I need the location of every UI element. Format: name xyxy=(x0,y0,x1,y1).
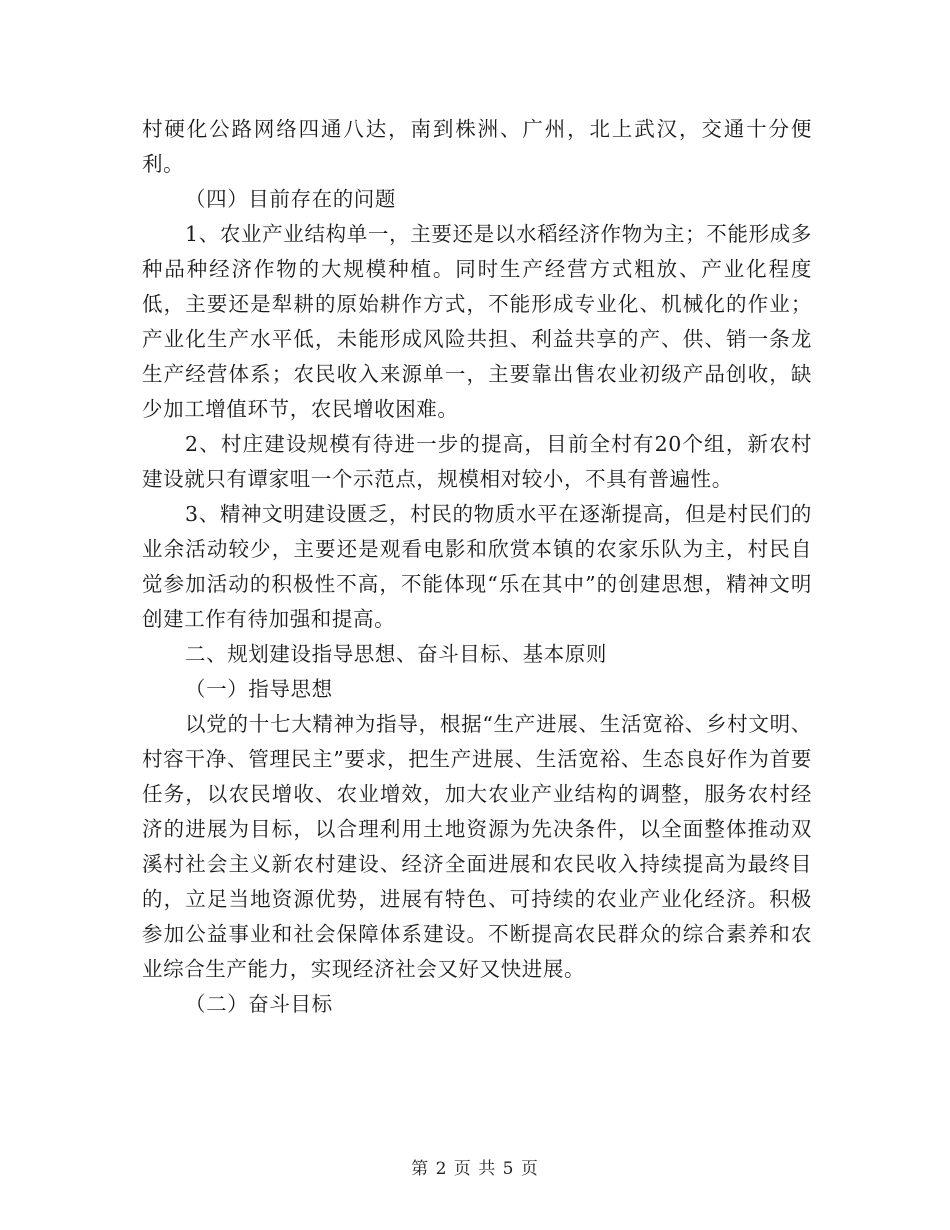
paragraph-problem-3: 3、精神文明建设匮乏，村民的物质水平在逐渐提高，但是村民们的业余活动较少，主要还是观看电影和欣赏本镇的农家乐队为主，村民自觉参加活动的积极性不高，不能体现“乐在其中”的创建思想，精神文明创建工作有待加强和提高。 xyxy=(142,502,812,631)
section-heading-goals: （二）奋斗目标 xyxy=(185,992,333,1016)
section-heading-guiding-ideology: （一）指导思想 xyxy=(185,677,333,701)
section-heading-planning: 二、规划建设指导思想、奋斗目标、基本原则 xyxy=(185,642,607,666)
paragraph-problem-2: 2、村庄建设规模有待进一步的提高，目前全村有20个组，新农村建设就只有谭家咀一个示范点，规模相对较小，不具有普遍性。 xyxy=(142,432,812,491)
paragraph-problem-1: 1、农业产业结构单一，主要还是以水稻经济作物为主；不能形成多种品种经济作物的大规模种植。同时生产经营方式粗放、产业化程度低，主要还是犁耕的原始耕作方式，不能形成专业化、机械化的作业；产业化生产水平低，未能形成风险共担、利益共享的产、供、销一条龙生产经营体系；农民收入来源单一，主要靠出售农业初级产品创收，缺少加工增值环节，农民增收困难。 xyxy=(142,222,812,421)
document-body xyxy=(142,112,812,1022)
page-number-footer: 第 2 页 共 5 页 xyxy=(411,1159,539,1179)
section-heading-problems: （四）目前存在的问题 xyxy=(185,187,396,211)
paragraph-continuation: 村硬化公路网络四通八达，南到株洲、广州，北上武汉，交通十分便利。 xyxy=(142,117,812,176)
paragraph-guiding-ideology: 以党的十七大精神为指导，根据“生产进展、生活宽裕、乡村文明、村容干净、管理民主”要求，把生产进展、生活宽裕、生态良好作为首要任务，以农民增收、农业增效，加大农业产业结构的调整，服务农村经济的进展为目标，以合理利用土地资源为先决条件，以全面整体推动双溪村社会主义新农村建设、经济全面进展和农民收入持续提高为最终目的，立足当地资源优势，进展有特色、可持续的农业产业化经济。积极参加公益事业和社会保障体系建设。不断提高农民群众的综合素养和农业综合生产能力，实现经济社会又好又快进展。 xyxy=(142,712,812,981)
